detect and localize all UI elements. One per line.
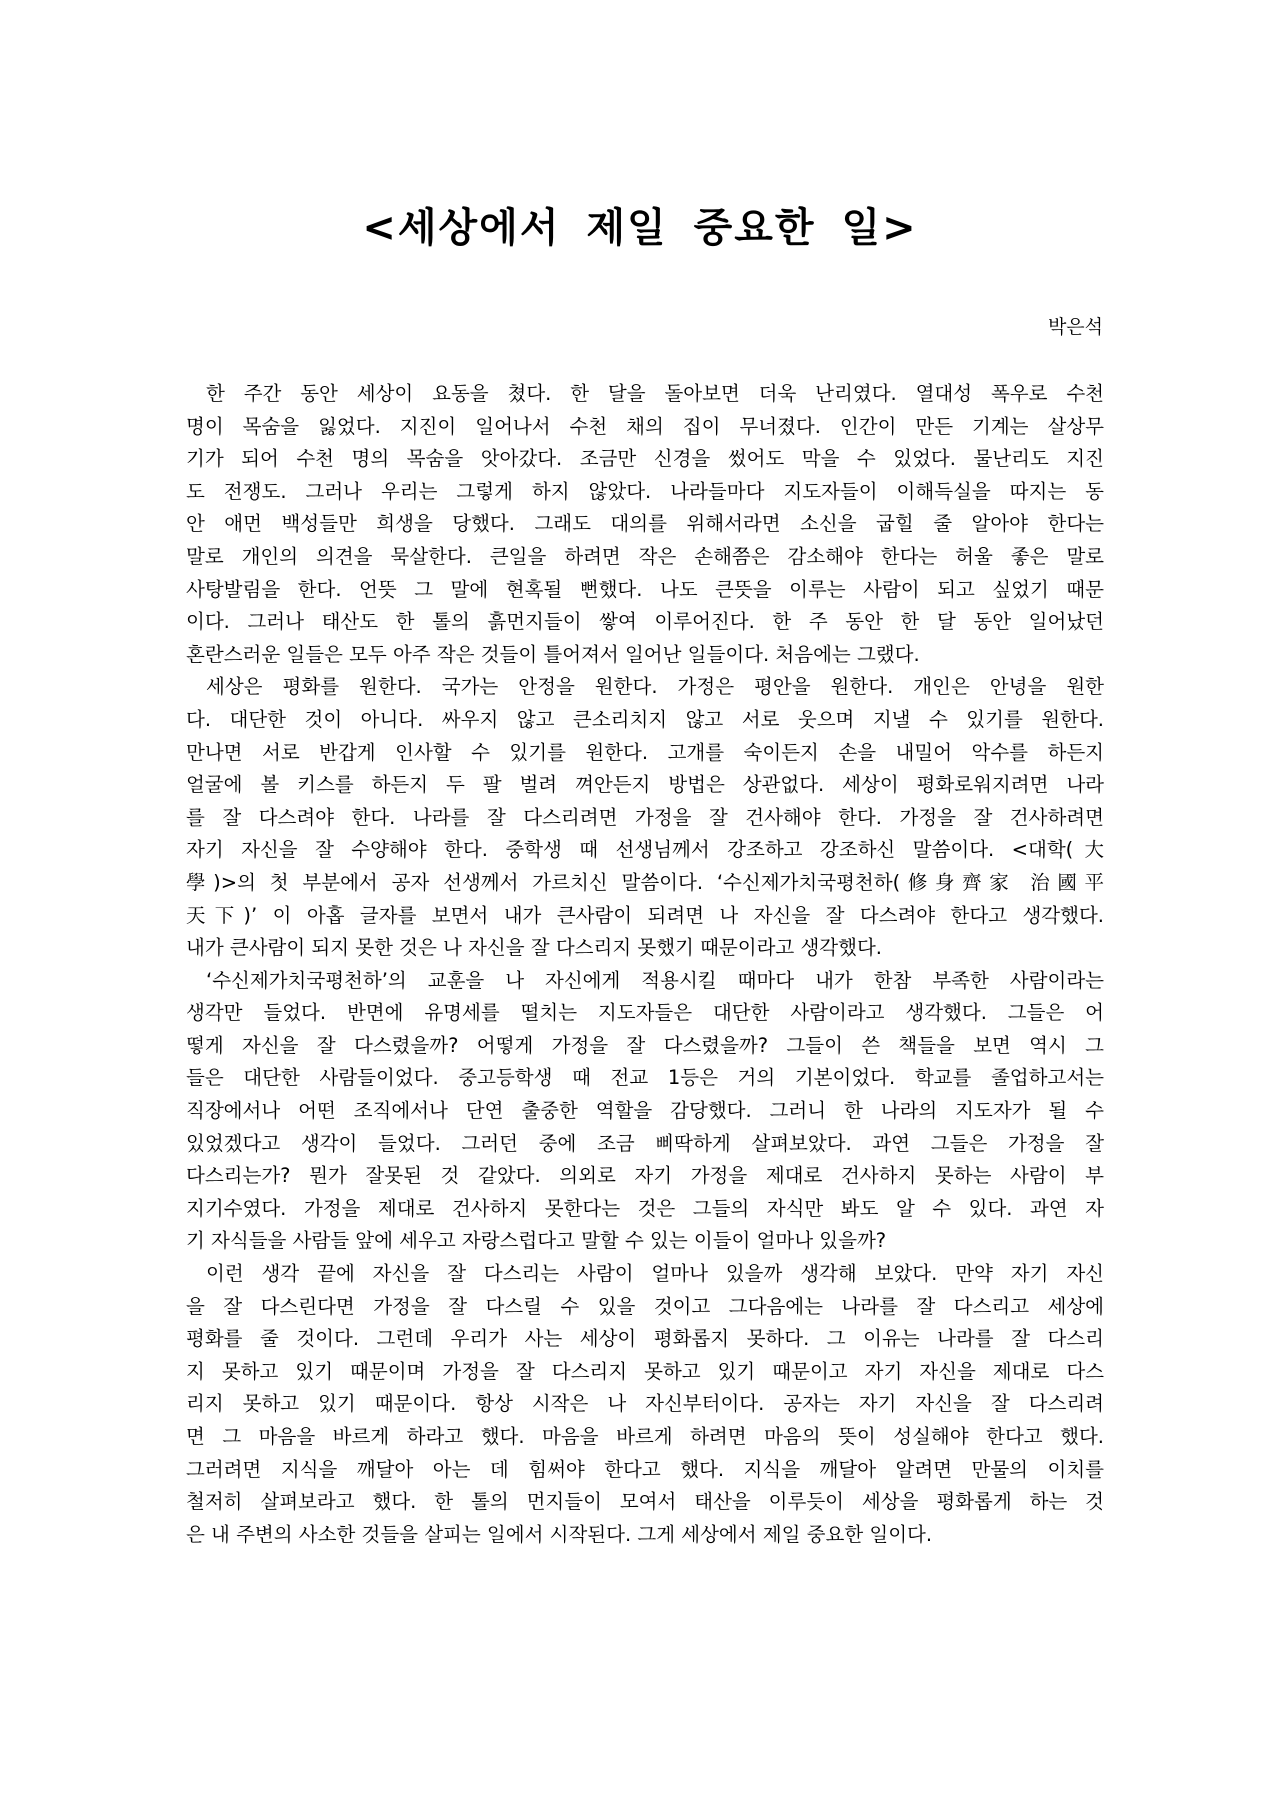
- paragraph-1: [186, 378, 1104, 671]
- text-line: 떻게 자신을 잘 다스렸을까? 어떻게 가정을 잘 다스렸을까? 그들이 쓴 책들을 보면 역시 그: [186, 1033, 1104, 1057]
- text-line: 다. 대단한 것이 아니다. 싸우지 않고 큰소리치지 않고 서로 웃으며 지낼 수 있기를 원한다.: [186, 707, 1104, 731]
- text-line: 안 애먼 백성들만 희생을 당했다. 그래도 대의를 위해서라면 소신을 굽힐 줄 알아야 한다는: [186, 512, 1104, 536]
- text-line: 學)>의 첫 부분에서 공자 선생께서 가르치신 말씀이다. ‘수신제가치국평천하(修身齊家 治國平: [186, 870, 1104, 894]
- text-line: 이런 생각 끝에 자신을 잘 다스리는 사람이 얼마나 있을까 생각해 보았다. 만약 자기 자신: [206, 1262, 1104, 1286]
- text-line: 명이 목숨을 잃었다. 지진이 일어나서 수천 채의 집이 무너졌다. 인간이 만든 기계는 살상무: [186, 414, 1104, 438]
- text-line: 지 못하고 있기 때문이며 가정을 잘 다스리지 못하고 있기 때문이고 자기 자신을 제대로 다스: [186, 1359, 1104, 1383]
- text-line: 있었겠다고 생각이 들었다. 그러던 중에 조금 삐딱하게 살펴보았다. 과연 그들은 가정을 잘: [186, 1131, 1104, 1155]
- text-line: 한 주간 동안 세상이 요동을 쳤다. 한 달을 돌아보면 더욱 난리였다. 열대성 폭우로 수천: [206, 382, 1104, 405]
- document-body: [186, 378, 1104, 1551]
- text-line: 그러려면 지식을 깨달아 아는 데 힘써야 한다고 했다. 지식을 깨달아 알려면 만물의 이치를: [186, 1457, 1104, 1481]
- paragraph-4: [186, 1258, 1104, 1551]
- text-line: 을 잘 다스린다면 가정을 잘 다스릴 수 있을 것이고 그다음에는 나라를 잘 다스리고 세상에: [186, 1294, 1104, 1318]
- text-line: 철저히 살펴보라고 했다. 한 톨의 먼지들이 모여서 태산을 이루듯이 세상을 평화롭게 하는 것: [186, 1490, 1104, 1514]
- text-line: 기가 되어 수천 명의 목숨을 앗아갔다. 조금만 신경을 썼어도 막을 수 있었다. 물난리도 지진: [186, 447, 1104, 471]
- text-line: 이다. 그러나 태산도 한 톨의 흙먼지들이 쌓여 이루어진다. 한 주 동안 한 달 동안 일어났던: [186, 610, 1104, 634]
- text-line: 생각만 들었다. 반면에 유명세를 떨치는 지도자들은 대단한 사람이라고 생각했다. 그들은 어: [186, 1001, 1104, 1025]
- author-name: 박은석: [1047, 316, 1103, 338]
- text-line: 다스리는가? 뭔가 잘못된 것 같았다. 의외로 자기 가정을 제대로 건사하지 못하는 사람이 부: [186, 1164, 1104, 1188]
- text-line: 평화를 줄 것이다. 그런데 우리가 사는 세상이 평화롭지 못하다. 그 이유는 나라를 잘 다스리: [186, 1327, 1104, 1351]
- text-line: 얼굴에 볼 키스를 하든지 두 팔 벌려 껴안든지 방법은 상관없다. 세상이 평화로워지려면 나라: [186, 773, 1104, 797]
- text-line: 들은 대단한 사람들이었다. 중고등학생 때 전교 1등은 거의 기본이었다. 학교를 졸업하고서는: [186, 1066, 1104, 1090]
- text-line: 만나면 서로 반갑게 인사할 수 있기를 원한다. 고개를 숙이든지 손을 내밀어 악수를 하든지: [186, 740, 1104, 764]
- text-line: 직장에서나 어떤 조직에서나 단연 출중한 역할을 감당했다. 그러니 한 나라의 지도자가 될 수: [186, 1099, 1104, 1123]
- text-line: 세상은 평화를 원한다. 국가는 안정을 원한다. 가정은 평안을 원한다. 개인은 안녕을 원한: [206, 675, 1104, 699]
- text-line: 혼란스러운 일들은 모두 아주 작은 것들이 틀어져서 일어난 일들이다. 처음에는 그랬다.: [186, 642, 920, 666]
- text-line: 기 자식들을 사람들 앞에 세우고 자랑스럽다고 말할 수 있는 이들이 얼마나 있을까?: [186, 1229, 887, 1253]
- text-line: 도 전쟁도. 그러나 우리는 그렇게 하지 않았다. 나라들마다 지도자들이 이해득실을 따지는 동: [186, 479, 1104, 503]
- text-line: 내가 큰사람이 되지 못한 것은 나 자신을 잘 다스리지 못했기 때문이라고 생각했다.: [186, 936, 883, 960]
- text-line: 사탕발림을 한다. 언뜻 그 말에 현혹될 뻔했다. 나도 큰뜻을 이루는 사람이 되고 싶었기 때문: [186, 577, 1104, 601]
- text-line: 은 내 주변의 사소한 것들을 살피는 일에서 시작된다. 그게 세상에서 제일 중요한 일이다.: [186, 1522, 933, 1546]
- text-line: 자기 자신을 잘 수양해야 한다. 중학생 때 선생님께서 강조하고 강조하신 말씀이다. <대학(大: [186, 838, 1104, 862]
- text-line: 리지 못하고 있기 때문이다. 항상 시작은 나 자신부터이다. 공자는 자기 자신을 잘 다스리려: [186, 1392, 1104, 1416]
- text-line: 天下)’ 이 아홉 글자를 보면서 내가 큰사람이 되려면 나 자신을 잘 다스려야 한다고 생각했다.: [186, 903, 1104, 927]
- text-line: ‘수신제가치국평천하’의 교훈을 나 자신에게 적용시킬 때마다 내가 한참 부족한 사람이라는: [206, 968, 1104, 992]
- text-line: 를 잘 다스려야 한다. 나라를 잘 다스리려면 가정을 잘 건사해야 한다. 가정을 잘 건사하려면: [186, 805, 1104, 829]
- paragraph-3: [186, 965, 1104, 1258]
- text-line: 지기수였다. 가정을 제대로 건사하지 못한다는 것은 그들의 자식만 봐도 알 수 있다. 과연 자: [186, 1196, 1104, 1220]
- text-line: 말로 개인의 의견을 묵살한다. 큰일을 하려면 작은 손해쯤은 감소해야 한다는 허울 좋은 말로: [186, 544, 1104, 568]
- document-title: <세상에서 제일 중요한 일>: [362, 205, 918, 251]
- paragraph-2: [186, 671, 1104, 964]
- text-line: 면 그 마음을 바르게 하라고 했다. 마음을 바르게 하려면 마음의 뜻이 성실해야 한다고 했다.: [186, 1425, 1104, 1448]
